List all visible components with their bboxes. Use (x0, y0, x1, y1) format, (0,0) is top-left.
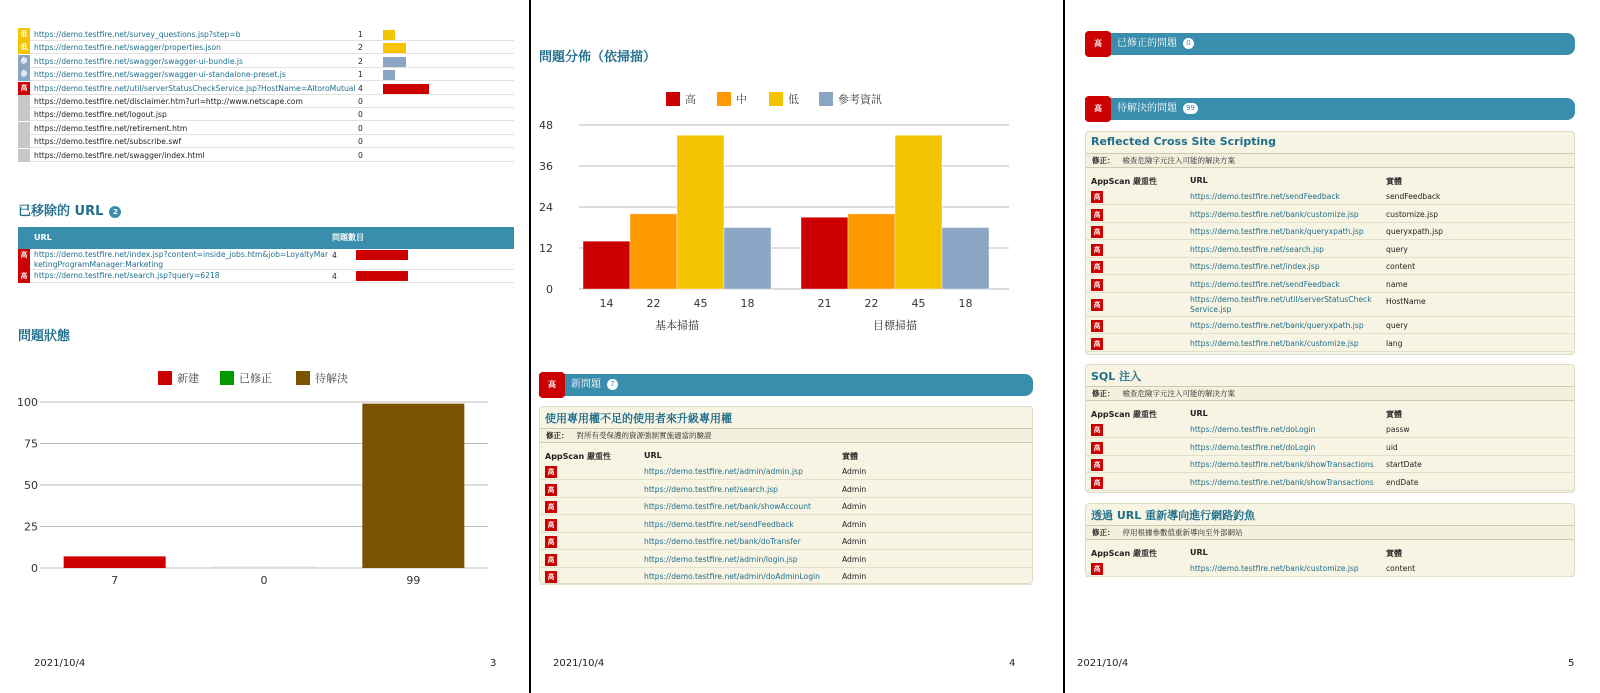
severity-badge: 高 (1091, 244, 1103, 256)
issue-count: 1 (358, 70, 363, 80)
y-tick-label: 24 (539, 201, 553, 214)
legend-label: 高 (685, 93, 696, 106)
removed-urls-title-text: 已移除的 URL (18, 204, 104, 219)
issue-row (1086, 223, 1574, 240)
issue-count: 0 (358, 123, 363, 133)
removed-row (18, 270, 514, 283)
fix-text: 檢查危險字元注入可能的解決方案 (1122, 156, 1235, 165)
fix-label: 修正： (1092, 389, 1115, 398)
url-row (18, 68, 514, 81)
report-page-5 (1065, 0, 1600, 693)
issue-row (1086, 474, 1574, 491)
report-page-3 (0, 0, 529, 693)
issue-fix (1086, 153, 1574, 168)
url-link[interactable]: https://demo.testfire.net/sendFeedback (1190, 192, 1340, 201)
footer-page-number: 4 (1009, 658, 1016, 669)
entity-value: content (1386, 564, 1416, 573)
y-tick-label: 50 (24, 479, 38, 492)
url-link[interactable]: https://demo.testfire.net/bank/showTransactions (1190, 460, 1374, 469)
entity-value: sendFeedback (1386, 192, 1441, 201)
severity-badge: 參 (18, 68, 30, 81)
count-bar (356, 271, 408, 281)
issue-row (1086, 206, 1574, 223)
issue-row (540, 498, 1032, 515)
url-link[interactable]: https://demo.testfire.net/swagger/swagger-ui-bundle.js (34, 56, 243, 66)
bar-value-label: 18 (958, 297, 973, 310)
col-severity: AppScan 嚴重性 (1091, 177, 1158, 186)
col-url: URL (1190, 548, 1208, 557)
issue-row (540, 463, 1032, 480)
bar-value-label: 22 (646, 297, 661, 310)
issue-row (540, 516, 1032, 533)
col-entity: 實體 (1386, 549, 1402, 558)
severity-badge: 高 (1091, 459, 1103, 471)
severity-badge: 低 (18, 41, 30, 54)
bar-value-label: 45 (693, 297, 708, 310)
issue-count: 0 (358, 97, 363, 106)
legend-label: 參考資訊 (838, 93, 882, 106)
url-row (18, 122, 514, 135)
status-bar (64, 556, 166, 568)
open-issues-count: 99 (1183, 103, 1198, 114)
entity-value: startDate (1386, 460, 1422, 469)
y-tick-label: 48 (539, 119, 553, 132)
new-issues-banner (539, 374, 1033, 396)
url-link[interactable]: https://demo.testfire.net/admin/login.jsp (644, 554, 798, 564)
issue-count: 4 (358, 83, 363, 93)
removed-table-header (18, 227, 514, 249)
url-link[interactable]: https://demo.testfire.net/admin/doAdminLogin (644, 572, 820, 581)
url-link[interactable]: https://demo.testfire.net/bank/customize.jsp (1190, 338, 1359, 348)
bar-value-label: 22 (864, 297, 879, 310)
url-link[interactable]: https://demo.testfire.net/search.jsp (644, 484, 778, 494)
issue-row (1086, 421, 1574, 438)
issue-row (1086, 276, 1574, 293)
url-link[interactable]: https://demo.testfire.net/doLogin (1190, 442, 1316, 452)
distribution-bar (677, 135, 724, 289)
url-link[interactable]: https://demo.testfire.net/sendFeedback (1190, 279, 1340, 289)
url-row (18, 41, 514, 54)
col-url: URL (1190, 176, 1208, 185)
severity-badge: 高 (1091, 424, 1103, 436)
entity-value: lang (1386, 338, 1403, 348)
severity-badge: 高 (1091, 320, 1103, 332)
url-link: https://demo.testfire.net/disclaimer.htm?url=http://www.netscape.com (34, 97, 303, 106)
col-entity: 實體 (1386, 177, 1402, 186)
issue-fix (1086, 386, 1574, 401)
issue-card (1085, 131, 1575, 355)
severity-badge: 高 (18, 249, 30, 270)
severity-badge: 高 (1091, 226, 1103, 238)
category-label: 目標掃描 (873, 319, 917, 332)
url-row (18, 149, 514, 162)
issue-count: 0 (358, 150, 363, 160)
bar-value-label: 14 (599, 297, 614, 310)
removed-header-url: URL (34, 233, 52, 242)
fixed-issues-label: 已修正的問題 (1117, 38, 1177, 49)
legend-label: 低 (788, 93, 799, 106)
url-link[interactable]: https://demo.testfire.net/bank/customize.jsp (1190, 564, 1359, 573)
issue-count: 0 (358, 110, 363, 120)
url-row (18, 55, 514, 68)
severity-badge: 高 (18, 82, 30, 95)
url-link: https://demo.testfire.net/swagger/index.html (34, 150, 205, 160)
issue-count: 2 (358, 56, 363, 66)
issue-row (540, 568, 1032, 585)
fix-label: 修正： (546, 431, 569, 440)
issue-row (1086, 317, 1574, 334)
count-bar (383, 57, 406, 67)
url-row (18, 95, 514, 108)
report-page-4 (531, 0, 1063, 693)
status-title: 問題狀態 (18, 329, 71, 344)
severity-badge: 高 (1091, 442, 1103, 454)
severity-badge: 高 (545, 484, 557, 496)
y-tick-label: 36 (539, 160, 553, 173)
footer-page-number: 5 (1568, 658, 1575, 669)
severity-badge: 高 (545, 571, 557, 583)
distribution-chart (531, 80, 1063, 340)
legend-swatch (769, 92, 783, 106)
bar-value-label: 45 (911, 297, 926, 310)
entity-value: Admin (842, 572, 867, 581)
severity-badge: 高 (1091, 299, 1103, 311)
url-link[interactable]: https://demo.testfire.net/doLogin (1190, 425, 1316, 434)
col-severity: AppScan 嚴重性 (545, 452, 612, 461)
footer-date: 2021/10/4 (553, 658, 605, 669)
entity-value: content (1386, 262, 1416, 271)
issue-card (1085, 503, 1575, 577)
distribution-bar (895, 135, 942, 289)
url-link[interactable]: https://demo.testfire.net/util/serverStatusCheckService.jsp (1190, 295, 1372, 314)
legend-label: 待解決 (315, 372, 348, 385)
issue-count: 0 (358, 137, 363, 147)
distribution-bar (724, 228, 771, 290)
severity-badge (18, 95, 30, 108)
url-link[interactable]: https://demo.testfire.net/survey_questions.jsp?step=b (34, 30, 241, 39)
col-entity: 實體 (842, 452, 858, 461)
url-link[interactable]: https://demo.testfire.net/search.jsp?query=6218 (34, 271, 220, 280)
issue-row (1086, 258, 1574, 275)
severity-badge: 高 (545, 554, 557, 566)
removed-count-badge: 2 (109, 206, 121, 218)
severity-badge: 高 (1091, 209, 1103, 221)
issue-row (540, 551, 1032, 568)
category-label: 基本掃描 (655, 319, 699, 332)
y-tick-label: 12 (539, 242, 553, 255)
distribution-bar (630, 214, 677, 289)
url-link[interactable]: https://demo.testfire.net/index.jsp (1190, 262, 1320, 271)
url-row (18, 28, 514, 41)
severity-badge: 高 (1091, 191, 1103, 203)
entity-value: uid (1386, 442, 1398, 452)
url-link[interactable]: https://demo.testfire.net/swagger/properties.json (34, 43, 221, 53)
url-row (18, 82, 514, 95)
legend-swatch (220, 371, 234, 385)
removed-row (18, 249, 514, 270)
distribution-title: 問題分佈（依掃描） (539, 50, 657, 65)
legend-label: 中 (736, 93, 747, 106)
issue-fix (1086, 525, 1574, 540)
fixed-issues-count: 0 (1183, 38, 1194, 49)
fix-text: 停用根據參數值重新導向至外部網站 (1122, 528, 1243, 537)
severity-badge: 高 (18, 270, 30, 283)
severity-badge: 高 (1091, 279, 1103, 291)
issue-title: 透過 URL 重新導向進行網路釣魚 (1091, 509, 1256, 522)
severity-badge: 低 (18, 28, 30, 41)
entity-value: query (1386, 244, 1408, 254)
issue-card (1085, 364, 1575, 493)
url-link[interactable]: https://demo.testfire.net/index.jsp?content=inside_jobs.htm&job=LoyaltyMarketingProgramManager:Marketing (34, 250, 329, 269)
distribution-bar (942, 228, 989, 290)
bar-value-label: 21 (817, 297, 832, 310)
severity-high-icon: 高 (1085, 31, 1111, 57)
issue-row (1086, 560, 1574, 577)
severity-badge: 高 (545, 466, 557, 478)
url-row (18, 135, 514, 148)
bar-value-label: 7 (111, 574, 119, 587)
severity-badge: 高 (545, 519, 557, 531)
legend-swatch (819, 92, 833, 106)
entity-value: endDate (1386, 477, 1419, 487)
col-url: URL (644, 451, 662, 460)
y-tick-label: 25 (24, 520, 38, 534)
col-url: URL (1190, 409, 1208, 418)
count-bar (383, 84, 429, 94)
fix-label: 修正： (1092, 528, 1115, 537)
count-bar (383, 70, 395, 80)
issue-title: Reflected Cross Site Scripting (1091, 135, 1276, 148)
issue-row (1086, 188, 1574, 205)
url-link[interactable]: https://demo.testfire.net/admin/admin.jsp (644, 467, 803, 476)
url-link[interactable]: https://demo.testfire.net/swagger/swagger-ui-standalone-preset.js (34, 70, 286, 80)
entity-value: Admin (842, 502, 867, 511)
issue-row (1086, 439, 1574, 456)
y-tick-label: 0 (31, 562, 38, 575)
issue-title: 使用專用權不足的使用者來升級專用權 (545, 412, 732, 425)
entity-value: Admin (842, 467, 867, 476)
distribution-bar (848, 214, 895, 289)
url-link[interactable]: https://demo.testfire.net/bank/doTransfer (644, 537, 801, 546)
y-tick-label: 75 (24, 437, 38, 451)
severity-badge: 高 (1091, 477, 1103, 489)
url-link[interactable]: https://demo.testfire.net/bank/queryxpath.jsp (1190, 227, 1364, 236)
issue-count: 2 (358, 43, 363, 53)
distribution-bar (801, 217, 848, 289)
severity-high-icon: 高 (539, 372, 565, 398)
bar-value-label: 99 (406, 574, 421, 587)
footer-page-number: 3 (490, 658, 497, 669)
severity-badge (18, 135, 30, 148)
severity-badge: 高 (545, 536, 557, 548)
issue-row (1086, 241, 1574, 258)
severity-badge (18, 108, 30, 121)
issue-card (539, 406, 1033, 584)
issue-row (540, 481, 1032, 498)
entity-value: query (1386, 321, 1408, 330)
issue-count: 4 (332, 272, 337, 281)
url-link: https://demo.testfire.net/subscribe.swf (34, 137, 182, 147)
issue-row (1086, 293, 1574, 317)
url-link[interactable]: https://demo.testfire.net/sendFeedback (644, 519, 794, 529)
severity-badge (18, 149, 30, 162)
footer-date: 2021/10/4 (1077, 658, 1129, 669)
distribution-bar (583, 241, 630, 289)
status-bar (362, 404, 464, 568)
legend-swatch (717, 92, 731, 106)
url-link[interactable]: https://demo.testfire.net/bank/showAccount (644, 502, 811, 511)
issue-count: 1 (358, 30, 363, 39)
url-link[interactable]: https://demo.testfire.net/bank/customize.jsp (1190, 209, 1359, 219)
url-link: https://demo.testfire.net/logout.jsp (34, 110, 167, 120)
url-link[interactable]: https://demo.testfire.net/bank/queryxpath.jsp (1190, 321, 1364, 330)
count-bar (356, 250, 408, 260)
open-issues-label: 待解決的問題 (1117, 103, 1177, 114)
url-link: https://demo.testfire.net/retirement.htm (34, 123, 188, 133)
fix-text: 對所有受保護的資源強制實施適當的驗證 (576, 431, 712, 440)
new-issues-label: 新問題 (571, 379, 601, 390)
url-link[interactable]: https://demo.testfire.net/search.jsp (1190, 244, 1324, 254)
issue-row (1086, 456, 1574, 473)
bar-value-label: 0 (260, 574, 268, 587)
issue-count: 4 (332, 251, 337, 260)
y-tick-label: 0 (546, 283, 553, 296)
fix-label: 修正： (1092, 156, 1115, 165)
legend-label: 已修正 (239, 372, 272, 385)
count-bar (383, 30, 395, 40)
col-entity: 實體 (1386, 410, 1402, 419)
y-tick-label: 100 (17, 396, 38, 409)
legend-swatch (158, 371, 172, 385)
severity-badge (18, 122, 30, 135)
issue-title: SQL 注入 (1091, 370, 1142, 383)
fixed-issues-banner (1085, 33, 1575, 55)
severity-high-icon: 高 (1085, 96, 1111, 122)
legend-swatch (666, 92, 680, 106)
fix-text: 檢查危險字元注入可能的解決方案 (1122, 389, 1235, 398)
status-bar (213, 567, 315, 569)
removed-urls-title (18, 200, 121, 219)
issue-row (1086, 335, 1574, 352)
severity-badge: 高 (1091, 563, 1103, 575)
status-chart (0, 360, 529, 620)
new-issues-count: 7 (607, 379, 618, 390)
footer-date: 2021/10/4 (34, 658, 86, 669)
bar-value-label: 18 (740, 297, 755, 310)
severity-badge: 高 (1091, 338, 1103, 350)
entity-value: Admin (842, 554, 867, 564)
entity-value: queryxpath.jsp (1386, 227, 1443, 236)
severity-badge: 參 (18, 55, 30, 68)
entity-value: passw (1386, 425, 1410, 434)
issue-row (540, 533, 1032, 550)
removed-header-count: 問題數目 (332, 233, 364, 242)
legend-swatch (296, 371, 310, 385)
col-severity: AppScan 嚴重性 (1091, 549, 1158, 558)
url-link[interactable]: https://demo.testfire.net/bank/showTransactions (1190, 477, 1374, 487)
entity-value: HostName (1386, 297, 1426, 306)
entity-value: name (1386, 279, 1408, 289)
entity-value: Admin (842, 484, 867, 494)
url-link[interactable]: https://demo.testfire.net/util/serverStatusCheckService.jsp?HostName=AltoroMutual (34, 83, 356, 93)
issue-fix (540, 428, 1032, 443)
entity-value: Admin (842, 537, 867, 546)
entity-value: customize.jsp (1386, 209, 1439, 219)
severity-badge: 高 (1091, 261, 1103, 273)
count-bar (383, 43, 406, 53)
url-row (18, 108, 514, 121)
severity-badge: 高 (545, 501, 557, 513)
entity-value: Admin (842, 519, 867, 529)
col-severity: AppScan 嚴重性 (1091, 410, 1158, 419)
legend-label: 新建 (177, 372, 199, 385)
open-issues-banner (1085, 98, 1575, 120)
